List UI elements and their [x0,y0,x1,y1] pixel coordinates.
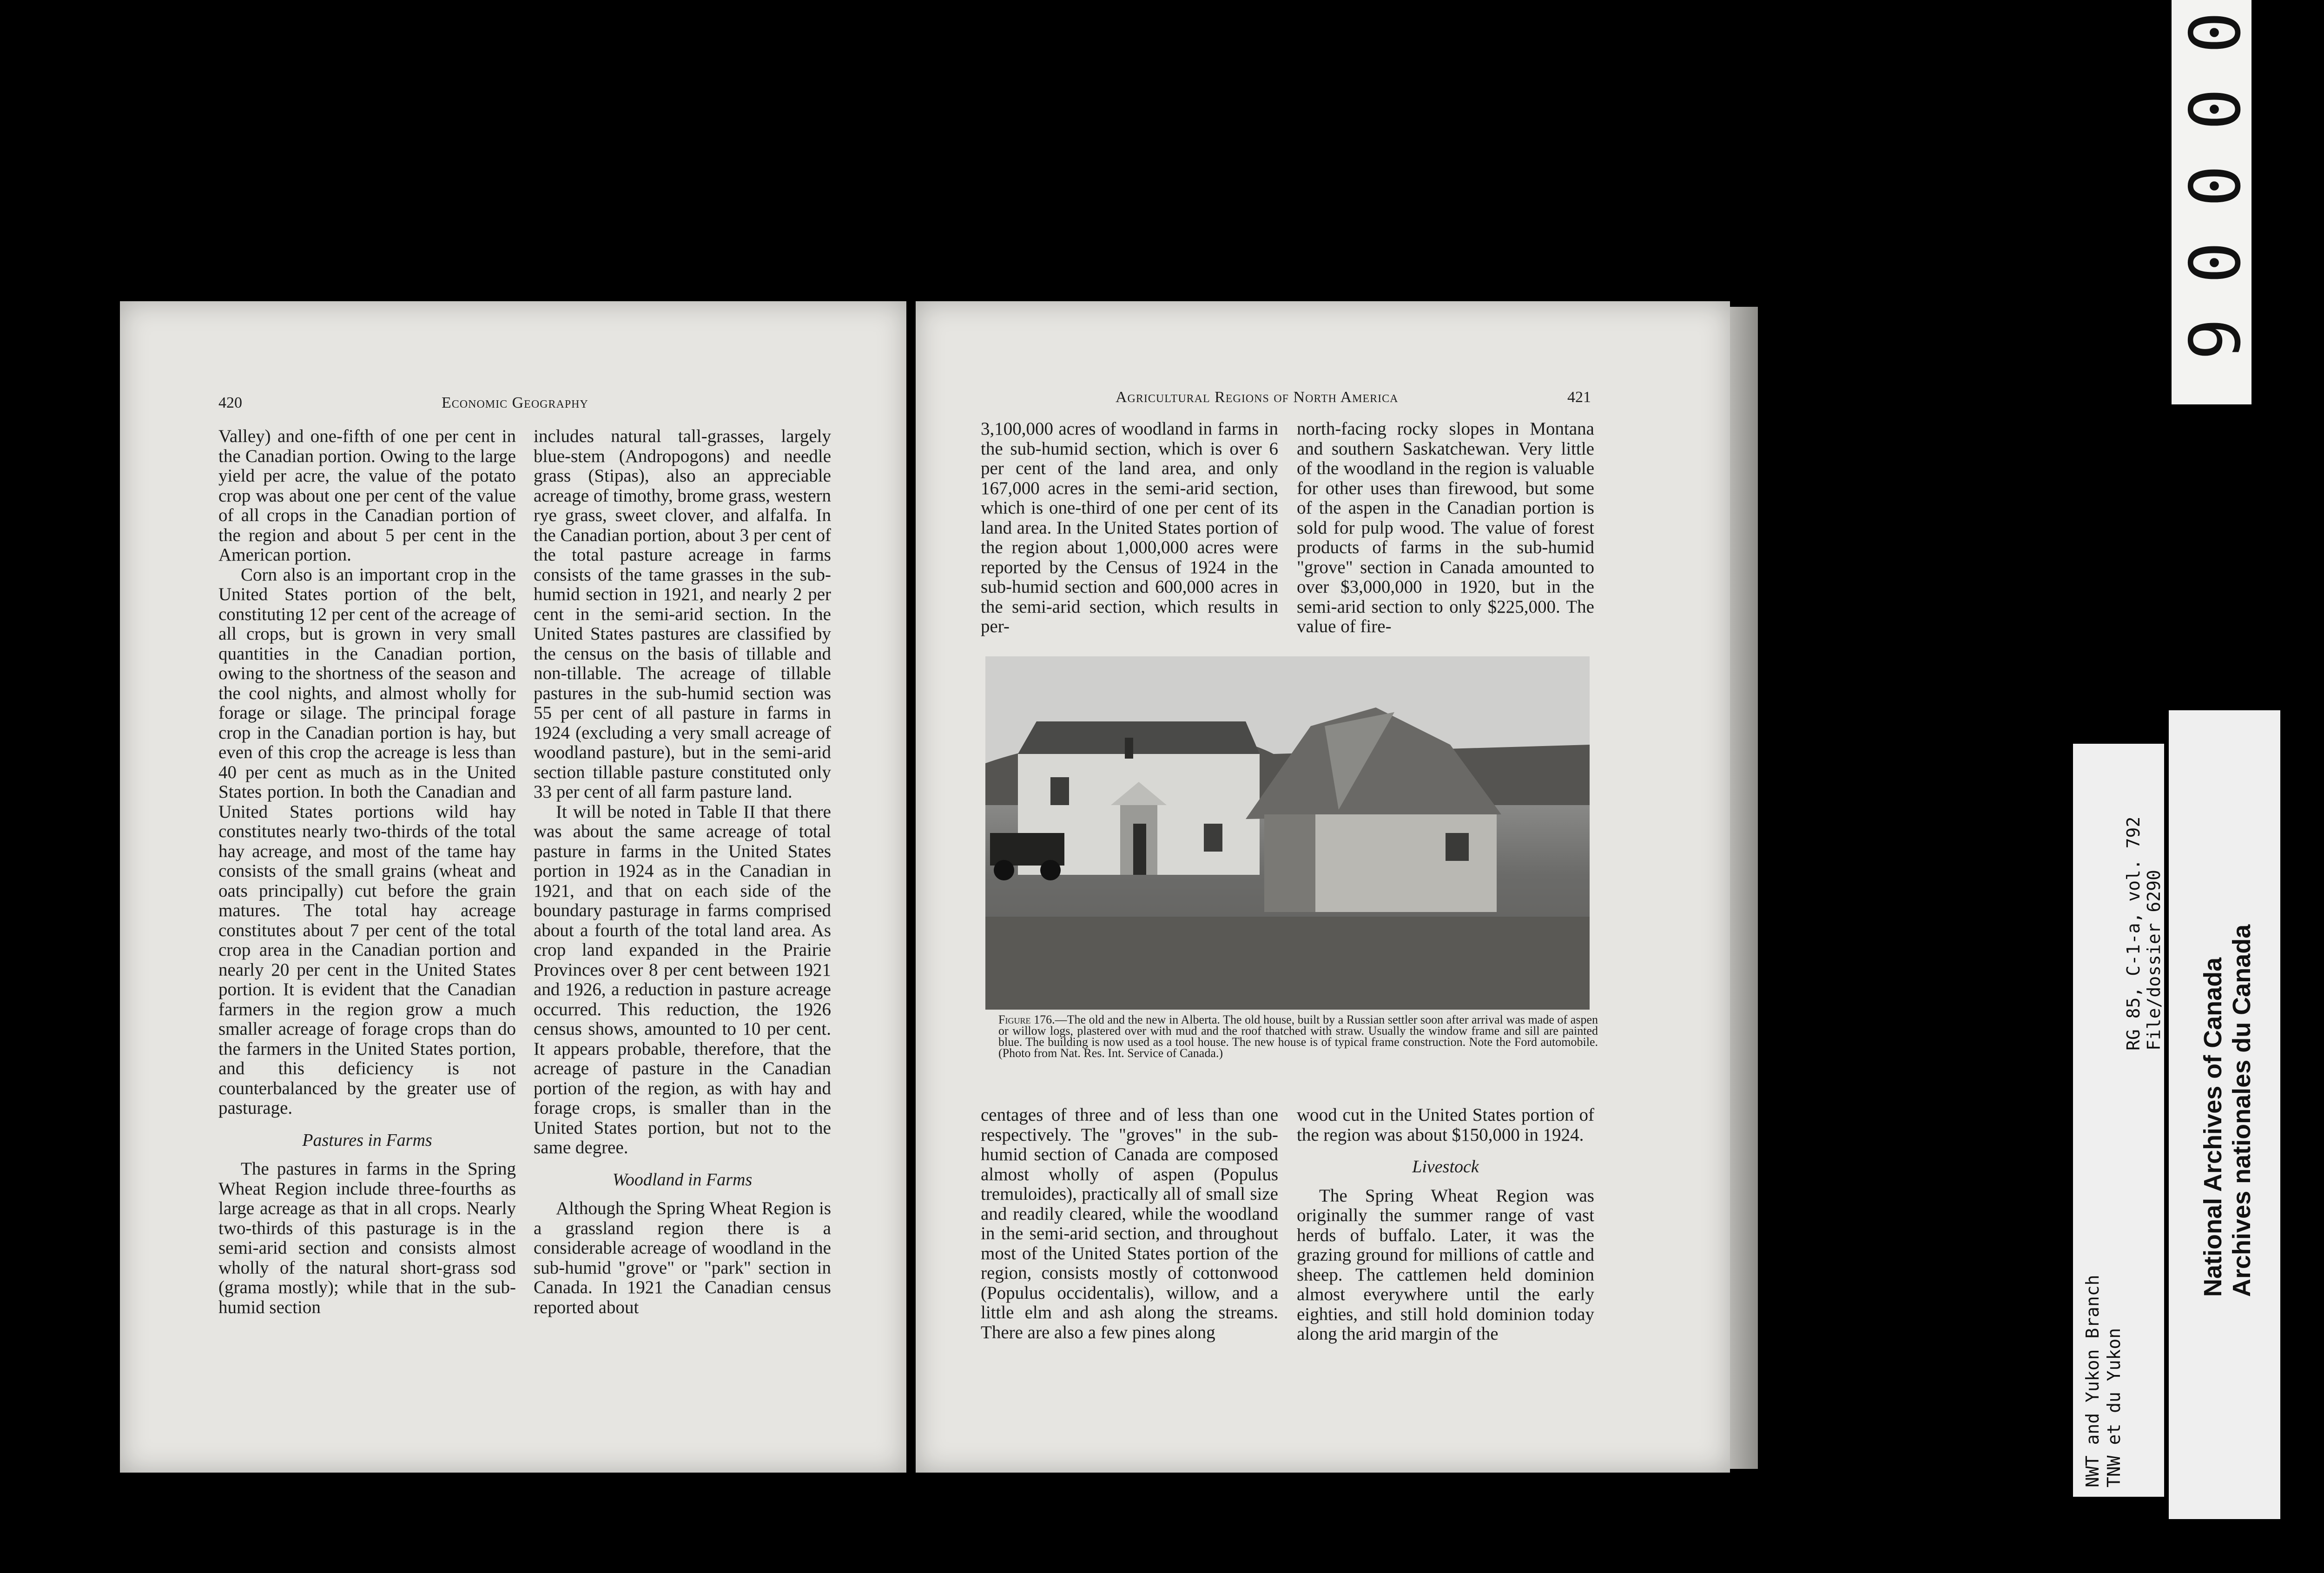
paragraph: centages of three and of less than one respectively. The "groves" in the sub-humid section of Canada are composed almost wholly of aspen (Populus tremuloides), practically all of small size and readily cleared, while the woodland in the semi-arid section, and throughout most of the United States portion of the region, consists mostly of cottonwood (Populus occidentalis), willow, and a little elm and ash along the streams. There are also a few pines along [981,1105,1278,1342]
page-number-left: 420 [218,394,242,411]
reel-digit: 0 [2172,11,2253,54]
archive-reference-line2: File/dossier 6290 [2144,870,2164,1051]
right-column-2-top [1297,419,1594,637]
running-head-right: Agricultural Regions of North America [1116,389,1399,406]
running-head-left: Economic Geography [442,394,588,411]
right-column-1-bottom [981,1105,1278,1342]
national-archives-english: National Archives of Canada [2199,957,2227,1297]
paragraph: Corn also is an important crop in the United States portion of the belt, constituting 12 per cent of the acreage of all crops, but is grown in very small quantities in the Canadian portion, owing to the shortness of the season and the cool nights, and almost wholly for forage or silage. The principal forage crop in the Canadian portion is hay, but even of this crop the acreage is less than 40 per cent as much as in the United States portion. In both the Canadian and United States portions wild hay constitutes nearly two-thirds of the total hay acreage, and most of the tame hay consists of the small grains (wheat and oats principally) cut before the grain matures. The total hay acreage constitutes about 7 per cent of the total crop area in the Canadian portion and nearly 20 per cent in the United States portion. It is evident that the Canadian farmers in the region grow a much smaller acreage of forage crops than do the farmers in the United States portion, and this deficiency is not counterbalanced by the greater use of pasturage. [218,564,516,1118]
book-edge [1730,307,1758,1469]
paragraph: Although the Spring Wheat Region is a grassland region there is a considerable acreage of woodland in the sub-humid "grove" or "park" section in Canada. In 1921 the Canadian census reported about [534,1198,831,1317]
left-column-1 [218,427,516,1317]
paragraph: It will be noted in Table II that there was about the same acreage of total pasture in farms in the United States portion in 1924 as in the Canadian in 1921, and that on each side of the boundary pasturage in farms comprised about a fourth of the total land area. As crop land expanded in the Prairie Provinces over 8 per cent between 1921 and 1926, a reduction in pasture acreage occurred. This reduction, the 1926 census shows, amounted to 10 per cent. It appears probable, therefore, that the acreage of pasture in the Canadian portion of the region, as with hay and forage crops, is smaller than in the United States portion, but not to the same degree. [534,801,831,1157]
figure-label: Figure 176. [998,1013,1055,1026]
paragraph: The pastures in farms in the Spring Wheat Region include three-fourths as large acreage as that in all crops. Nearly two-thirds of this pasturage is in the semi-arid section and consists almost wholly of the natural short-grass sod (grama mostly); while that in the sub-humid section [218,1159,516,1317]
farmhouse-photo-illustration [985,656,1590,1010]
right-column-2-bottom [1297,1105,1594,1344]
reel-digit: 6 [2172,318,2253,361]
paragraph: Valley) and one-fifth of one per cent in the Canadian portion. Owing to the large yield per acre, the value of the potato crop was about one per cent of the value of all crops in the Canadian portion of the region and about 5 per cent in the American portion. [218,426,516,565]
left-column-2 [534,427,831,1317]
paragraph: 3,100,000 acres of woodland in farms in the sub-humid section, which is over 6 per cent of the land area, and only 167,000 acres in the semi-arid section, which is one-third of one per cent of its land area. In the United States portion of the region about 1,000,000 acres were reported by the Census of 1924 in the sub-humid section and 600,000 acres in the semi-arid section, which results in per- [981,419,1278,636]
archive-branch-line1: NWT and Yukon Branch [2082,1275,2103,1487]
section-heading: Woodland in Farms [612,1170,753,1190]
archive-branch-line2: TNW et du Yukon [2104,1328,2124,1487]
paragraph: north-facing rocky slopes in Montana and southern Saskatchewan. Very little of the woodland in the region is valuable for other uses than firewood, but some of the aspen in the Canadian portion is sold for pulp wood. The value of forest products of farms in the sub-humid "grove" section in Canada amounted to over $3,000,000 in 1920, but in the semi-arid section to only $225,000. The value of fire- [1297,419,1594,636]
section-heading: Livestock [1412,1157,1479,1176]
national-archives-french: Archives nationales du Canada [2228,924,2256,1297]
figure-caption-text: —The old and the new in Alberta. The old house, built by a Russian settler soon after arrival was made of aspen or willow logs, plastered over with mud and the roof thatched with straw. Usually the window frame and sill are painted blue. The building is now used as a tool house. The new house is of typical frame construction. Note the Ford automobile. (Photo from Nat. Res. Int. Service of Canada.) [998,1013,1598,1060]
reel-digit: 0 [2172,241,2253,284]
reel-digit: 0 [2172,88,2253,131]
right-column-1-top [981,419,1278,637]
paragraph: includes natural tall-grasses, largely blue-stem (Andropogons) and needle grass (Stipas), also an appreciable acreage of timothy, brome grass, western rye grass, sweet clover, and alfalfa. In the Canadian portion, about 3 per cent of the total pasture acreage in farms consists of the tame grasses in the sub-humid section in 1921, and nearly 2 per cent in the semi-arid section. In the United States pastures are classified by the census on the basis of tillable and non-tillable. The acreage of tillable pastures in the sub-humid section was 55 per cent of all pasture in farms in 1924 (excluding a very small acreage of woodland pasture), but in the semi-arid section tillable pasture constituted only 33 per cent of all farm pasture land. [534,426,831,802]
reel-digit: 0 [2172,165,2253,207]
paragraph: wood cut in the United States portion of the region was about $150,000 in 1924. [1297,1105,1594,1145]
page-number-right: 421 [1567,389,1591,406]
archive-reference-line1: RG 85, C-1-a, vol. 792 [2123,816,2144,1051]
section-heading: Pastures in Farms [302,1130,432,1150]
figure-caption [998,1014,1598,1059]
paragraph: The Spring Wheat Region was originally the summer range of vast herds of buffalo. Later, it was the grazing ground for millions of cattle and sheep. The cattlemen held dominion almost everywhere until the early eighties, and still hold dominion today along the arid margin of the [1297,1185,1594,1344]
figure-photo [985,656,1590,1010]
